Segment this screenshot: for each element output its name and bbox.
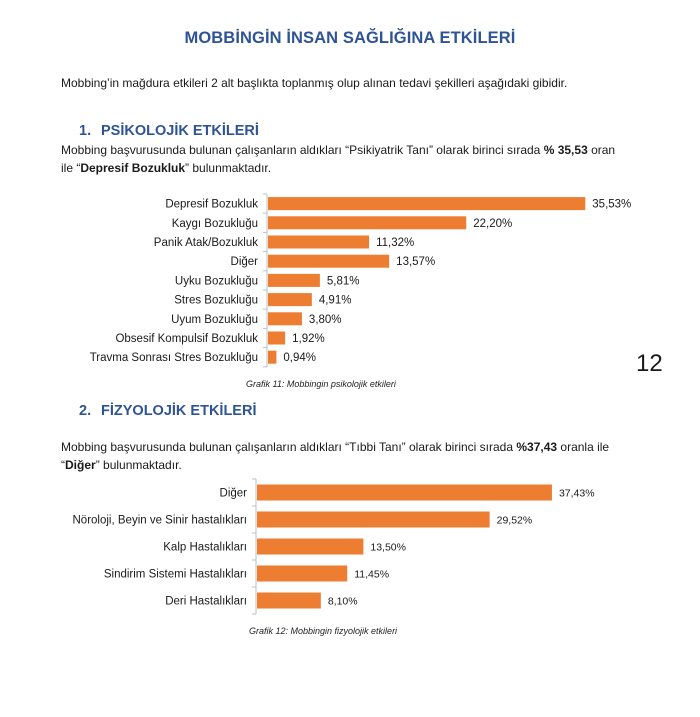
category-label: Deri Hastalıkları	[165, 595, 247, 608]
para-text: ” bulunmaktadır.	[95, 458, 182, 472]
bar	[257, 512, 490, 528]
chart2-caption: Grafik 12: Mobbingin fizyolojik etkileri	[249, 626, 398, 636]
data-label: 13,50%	[370, 541, 407, 554]
data-label: 35,53%	[592, 198, 632, 211]
category-label: Travma Sonrası Stres Bozukluğu	[89, 352, 258, 365]
bar	[257, 566, 347, 582]
para-bold: Depresif Bozukluk	[80, 161, 186, 175]
category-label: Nöroloji, Beyin ve Sinir hastalıkları	[72, 514, 247, 527]
page-title: MOBBİNGİN İNSAN SAĞLIĞINA ETKİLERİ	[184, 29, 516, 47]
para-bold: Diğer	[65, 458, 96, 472]
category-label: Sindirim Sistemi Hastalıkları	[103, 568, 247, 581]
category-label: Depresif Bozukluk	[165, 198, 258, 211]
data-label: 29,52%	[496, 514, 533, 527]
para-bold: %37,43	[516, 440, 558, 454]
section1-number: 1.	[79, 123, 92, 139]
category-label: Kalp Hastalıkları	[163, 541, 247, 554]
category-label: Uyku Bozukluğu	[174, 275, 258, 288]
bar	[257, 539, 363, 555]
bar	[257, 485, 552, 501]
category-label: Diğer	[230, 256, 258, 269]
category-label: Uyum Bozukluğu	[171, 313, 258, 326]
data-label: 0,94%	[283, 352, 317, 365]
data-label: 11,32%	[376, 237, 415, 249]
intro-paragraph: Mobbing’in mağdura etkileri 2 alt başlıkta toplanmış olup alınan tedavi şekilleri aşağıdaki gibidir.	[61, 76, 568, 90]
para-text: “	[61, 458, 65, 472]
page-number: 12	[636, 350, 663, 377]
category-label: Stres Bozukluğu	[174, 294, 258, 307]
data-label: 8,10%	[327, 595, 358, 608]
data-label: 11,45%	[354, 568, 390, 581]
para-text: oranla ile	[557, 440, 610, 454]
data-label: 1,92%	[292, 333, 325, 345]
para-text: Mobbing başvurusunda bulunan çalışanların aldıkları “Psikiyatrik Tanı” olarak birinci sırada	[61, 143, 544, 157]
data-label: 22,20%	[473, 217, 513, 230]
category-label: Kaygı Bozukluğu	[171, 217, 258, 230]
para-bold: % 35,53	[543, 143, 588, 157]
section2-heading-text: FİZYOLOJİK ETKİLERİ	[101, 403, 257, 419]
chart1-caption: Grafik 11: Mobbingin psikolojik etkileri	[246, 379, 396, 389]
data-label: 37,43%	[558, 487, 595, 500]
para-text: ile “	[61, 161, 81, 175]
data-label: 13,57%	[396, 256, 436, 269]
category-label: Obsesif Kompulsif Bozukluk	[115, 333, 258, 345]
data-label: 4,91%	[318, 294, 352, 307]
category-label: Diğer	[219, 487, 247, 500]
data-label: 5,81%	[326, 275, 360, 288]
para-text: oran	[587, 143, 616, 157]
para-text: Mobbing başvurusunda bulunan çalışanların aldıkları “Tıbbi Tanı” olarak birinci sırada	[61, 440, 517, 454]
bar	[257, 593, 321, 609]
category-label: Panik Atak/Bozukluk	[153, 237, 258, 249]
section1-heading-text: PSİKOLOJİK ETKİLERİ	[101, 123, 259, 139]
section2-number: 2.	[79, 403, 92, 419]
para-text: ” bulunmaktadır.	[185, 161, 272, 175]
data-label: 3,80%	[308, 313, 342, 326]
